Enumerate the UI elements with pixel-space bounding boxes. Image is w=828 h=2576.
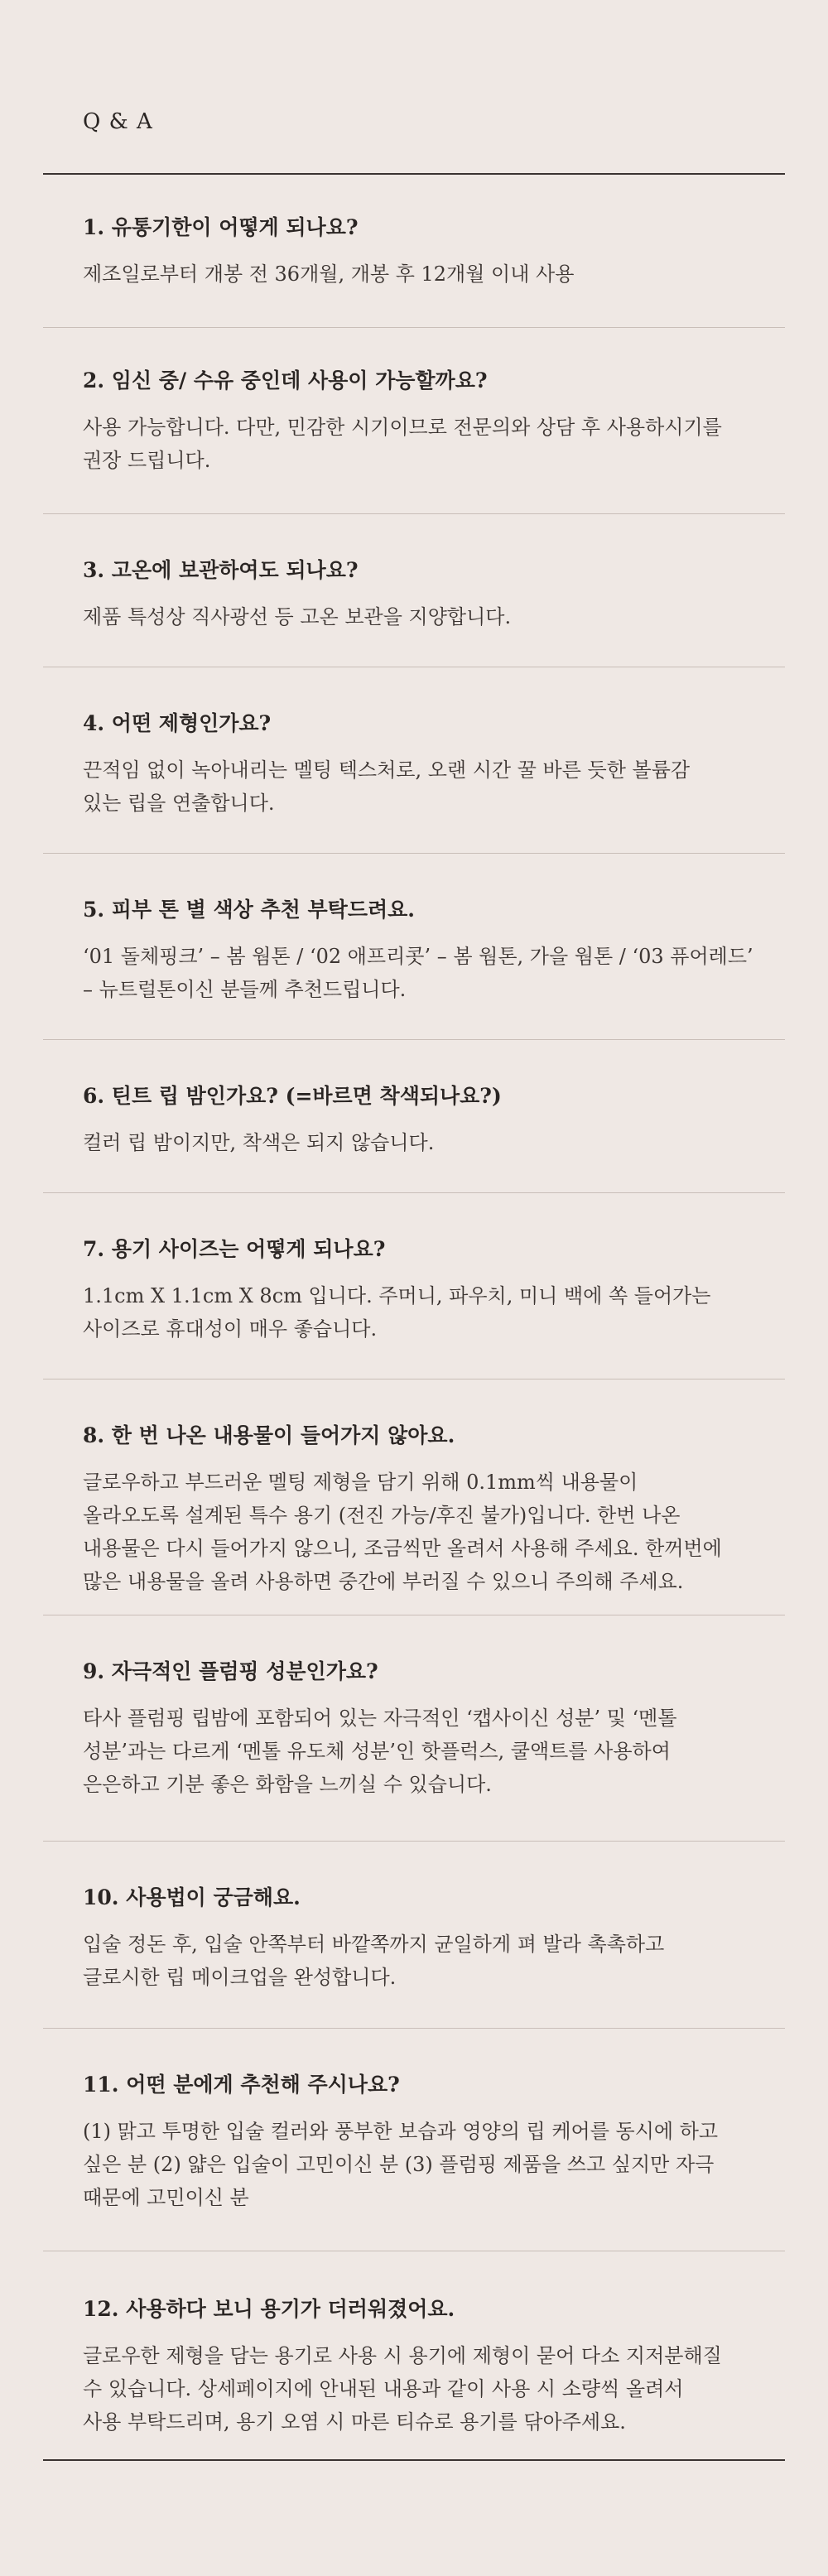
- faq-answer: [83, 940, 752, 1006]
- faq-answer-line: 글로우하고 부드러운 멜팅 제형을 담기 위해 0.1mm씩 내용물이: [83, 1471, 638, 1494]
- faq-answer-line: 제조일로부터 개봉 전 36개월, 개봉 후 12개월 이내 사용: [83, 262, 575, 286]
- faq-answer-line: 싶은 분 (2) 얇은 입술이 고민이신 분 (3) 플럼핑 제품을 쓰고 싶지만 자극: [83, 2153, 715, 2176]
- faq-item: [43, 2294, 785, 2439]
- faq-divider: [43, 853, 785, 854]
- faq-divider: [43, 1039, 785, 1040]
- faq-answer-line: 제품 특성상 직사광선 등 고온 보관을 지양합니다.: [83, 605, 512, 628]
- faq-item: [43, 895, 785, 1006]
- faq-question: 1. 유통기한이 어떻게 되나요?: [83, 215, 359, 239]
- faq-question: 11. 어떤 분에게 추천해 주시나요?: [83, 2073, 400, 2097]
- faq-divider: [43, 327, 785, 328]
- faq-answer-line: ‘01 돌체핑크’ – 봄 웜톤 / ‘02 애프리콧’ – 봄 웜톤, 가을 웜톤 / ‘03 퓨어레드’: [83, 945, 753, 968]
- faq-answer-line: 1.1cm X 1.1cm X 8cm 입니다. 주머니, 파우치, 미니 백에 쏙 들어가는: [83, 1284, 711, 1307]
- faq-question: 6. 틴트 립 밤인가요? (=바르면 착색되나요?): [83, 1084, 502, 1108]
- faq-answer: [83, 1466, 752, 1598]
- faq-answer: [83, 1702, 752, 1801]
- faq-divider: [43, 2028, 785, 2029]
- faq-answer-line: 내용물은 다시 들어가지 않으니, 조금씩만 올려서 사용해 주세요. 한꺼번에: [83, 1537, 722, 1560]
- faq-answer: [83, 411, 752, 477]
- faq-divider: [43, 1841, 785, 1842]
- faq-answer: [83, 600, 752, 633]
- faq-item: [43, 2070, 785, 2214]
- faq-answer: [83, 2115, 752, 2214]
- faq-question: 9. 자극적인 플럼핑 성분인가요?: [83, 1659, 378, 1683]
- faq-answer-line: 은은하고 기분 좋은 화함을 느끼실 수 있습니다.: [83, 1773, 492, 1796]
- faq-answer: [83, 754, 752, 820]
- faq-item: [43, 1883, 785, 1994]
- bottom-rule: [43, 2459, 785, 2461]
- faq-question: 5. 피부 톤 별 색상 추천 부탁드려요.: [83, 898, 415, 922]
- faq-answer-line: 권장 드립니다.: [83, 449, 211, 472]
- faq-answer-line: – 뉴트럴톤이신 분들께 추천드립니다.: [83, 978, 407, 1001]
- top-rule: [43, 173, 785, 175]
- faq-item: [43, 1235, 785, 1346]
- faq-item: [43, 213, 785, 291]
- faq-answer: [83, 1126, 752, 1159]
- page-title: Q & A: [83, 109, 153, 134]
- faq-question: 10. 사용법이 궁금해요.: [83, 1885, 301, 1909]
- faq-question: 7. 용기 사이즈는 어떻게 되나요?: [83, 1237, 386, 1261]
- faq-answer-line: 글로시한 립 메이크업을 완성합니다.: [83, 1966, 397, 1989]
- faq-answer-line: 올라오도록 설계된 특수 용기 (전진 가능/후진 불가)입니다. 한번 나온: [83, 1504, 681, 1527]
- faq-item: [43, 709, 785, 820]
- faq-answer-line: 사이즈로 휴대성이 매우 좋습니다.: [83, 1317, 378, 1341]
- faq-question: 2. 임신 중/ 수유 중인데 사용이 가능할까요?: [83, 368, 488, 392]
- faq-question: 8. 한 번 나온 내용물이 들어가지 않아요.: [83, 1423, 455, 1447]
- faq-answer-line: 글로우한 제형을 담는 용기로 사용 시 용기에 제형이 묻어 다소 지저분해질: [83, 2344, 722, 2367]
- faq-answer-line: 컬러 립 밤이지만, 착색은 되지 않습니다.: [83, 1131, 435, 1154]
- faq-answer-line: 있는 립을 연출합니다.: [83, 792, 275, 815]
- faq-answer: [83, 2339, 752, 2439]
- faq-answer-line: 끈적임 없이 녹아내리는 멜팅 텍스처로, 오랜 시간 꿀 바른 듯한 볼륨감: [83, 758, 691, 782]
- faq-question: 12. 사용하다 보니 용기가 더러워졌어요.: [83, 2297, 455, 2321]
- faq-answer-line: 사용 가능합니다. 다만, 민감한 시기이므로 전문의와 상담 후 사용하시기를: [83, 416, 722, 439]
- faq-answer-line: 많은 내용물을 올려 사용하면 중간에 부러질 수 있으니 주의해 주세요.: [83, 1570, 684, 1593]
- faq-divider: [43, 1192, 785, 1193]
- faq-item: [43, 366, 785, 477]
- faq-question: 3. 고온에 보관하여도 되나요?: [83, 558, 359, 582]
- faq-item: [43, 1657, 785, 1801]
- faq-answer-line: 성분’과는 다르게 ‘멘톨 유도체 성분’인 핫플럭스, 쿨액트를 사용하여: [83, 1740, 671, 1763]
- faq-answer-line: 사용 부탁드리며, 용기 오염 시 마른 티슈로 용기를 닦아주세요.: [83, 2410, 626, 2434]
- faq-answer-line: (1) 맑고 투명한 입술 컬러와 풍부한 보습과 영양의 립 케어를 동시에 하고: [83, 2120, 719, 2143]
- faq-answer-line: 때문에 고민이신 분: [83, 2186, 249, 2209]
- faq-answer: [83, 258, 752, 291]
- faq-answer-line: 입술 정돈 후, 입술 안쪽부터 바깥쪽까지 균일하게 펴 발라 촉촉하고: [83, 1933, 665, 1956]
- faq-item: [43, 1421, 785, 1598]
- faq-answer: [83, 1279, 752, 1346]
- faq-answer-line: 수 있습니다. 상세페이지에 안내된 내용과 같이 사용 시 소량씩 올려서: [83, 2377, 684, 2400]
- faq-item: [43, 1081, 785, 1159]
- faq-answer-line: 타사 플럼핑 립밤에 포함되어 있는 자극적인 ‘캡사이신 성분’ 및 ‘멘톨: [83, 1707, 677, 1730]
- faq-item: [43, 556, 785, 633]
- faq-question: 4. 어떤 제형인가요?: [83, 711, 272, 735]
- faq-divider: [43, 513, 785, 514]
- faq-answer: [83, 1928, 752, 1994]
